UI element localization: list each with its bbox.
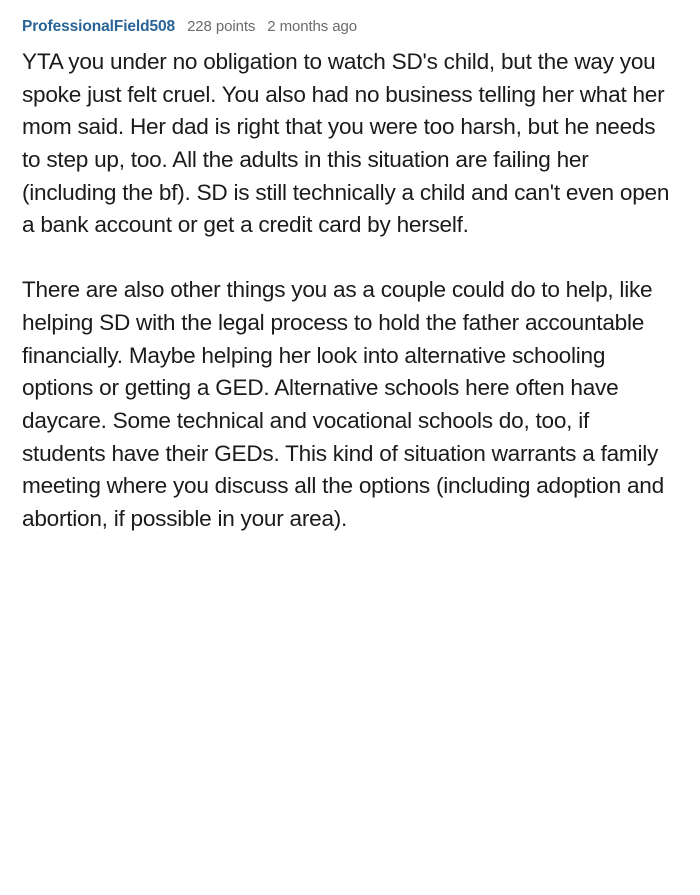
comment-paragraph: There are also other things you as a couple could do to help, like helping SD with the legal process to hold the father accountable financially. Maybe helping her look into alternative schooling options or getting a GED. Alternative schools here often have daycare. Some technical and vocational schools do, too, if students have their GEDs. This kind of situation warrants a family meeting where you discuss all the options (including adoption and abortion, if possible in your area). (22, 277, 664, 531)
comment-author-link[interactable]: ProfessionalField508 (22, 18, 176, 35)
comment-body (22, 46, 678, 536)
comment-score: 228 points (187, 18, 256, 35)
comment-paragraph: YTA you under no obligation to watch SD's child, but the way you spoke just felt cruel. You also had no business telling her what her mom said. Her dad is right that you were too harsh, but he needs to step up, too. All the adults in this situation are failing her (including the bf). SD is still technically a child and can't even open a bank account or get a credit card by herself. (22, 49, 670, 238)
comment-header (22, 18, 678, 36)
comment-timestamp: 2 months ago (267, 18, 357, 35)
